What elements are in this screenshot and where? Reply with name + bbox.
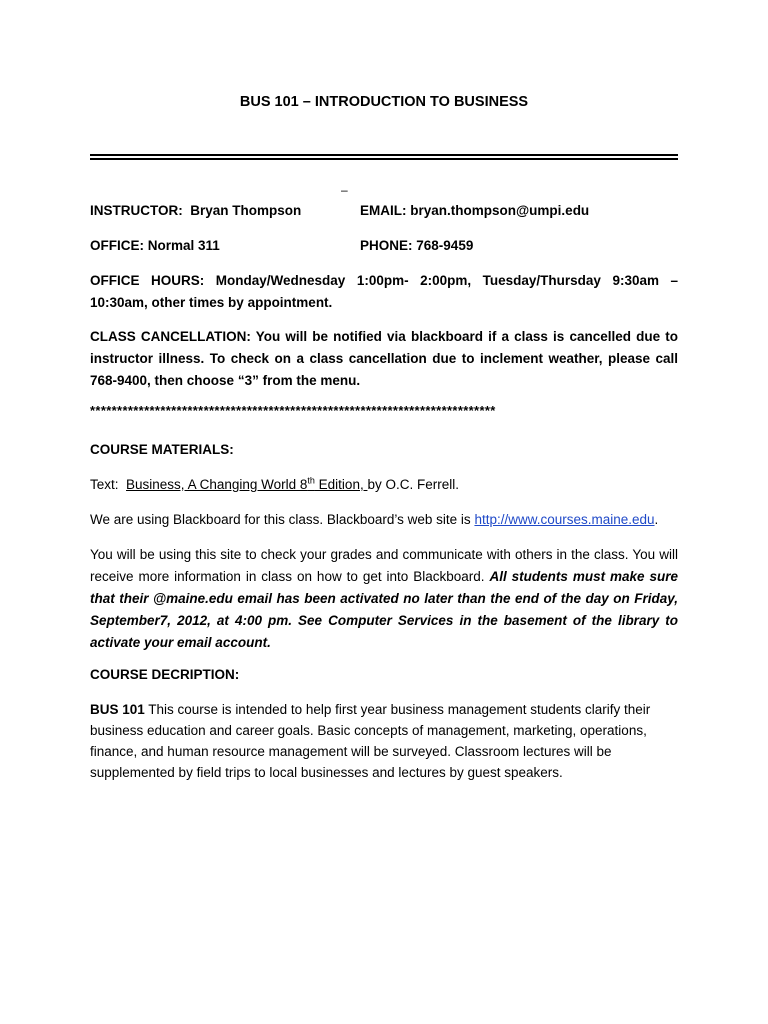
- blackboard-info: [90, 544, 678, 654]
- dash-mark: –: [341, 183, 348, 197]
- course-code: BUS 101: [90, 702, 145, 717]
- course-materials-heading: COURSE MATERIALS:: [90, 442, 234, 457]
- course-description: [90, 699, 678, 783]
- book-edition-sup: th: [307, 475, 315, 486]
- title-divider-top: [90, 154, 678, 156]
- office-hours: OFFICE HOURS: Monday/Wednesday 1:00pm- 2:00pm, Tuesday/Thursday 9:30am – 10:30am, other times by appointment.: [90, 273, 678, 310]
- blackboard-info-text: You will be using this site to check your grades and communicate with others in the class. You will receive more information in class on how to get into Blackboard.: [90, 547, 678, 584]
- book-edition: Edition,: [314, 477, 368, 492]
- class-cancellation: CLASS CANCELLATION: You will be notified via blackboard if a class is cancelled due to instructor illness. To check on a class cancellation due to inclement weather, please call 768-9400, then choose “3” from the menu.: [90, 329, 678, 388]
- page-title: BUS 101 – INTRODUCTION TO BUSINESS: [239, 94, 529, 110]
- instructor-name: Bryan Thompson: [190, 203, 302, 218]
- phone-block: [360, 238, 473, 253]
- course-description-heading: COURSE DECRIPTION:: [90, 667, 240, 682]
- email-label: EMAIL:: [360, 203, 407, 218]
- office-row: [90, 238, 678, 253]
- office-label: OFFICE:: [90, 238, 144, 253]
- blackboard-period: .: [654, 512, 659, 527]
- instructor-row: [90, 203, 678, 218]
- book-title: [126, 477, 367, 492]
- instructor-label: INSTRUCTOR:: [90, 203, 183, 218]
- section-separator: ***************************************************************************: [90, 403, 496, 418]
- email-block: [360, 203, 589, 218]
- email-activation-notice: All students must make sure that their @maine.edu email has been activated no later than the end of the day on Friday, September7, 2012, at 4:00 pm. See Computer Services in the basement of the library to activate your email account.: [90, 569, 678, 650]
- email-value: bryan.thompson@umpi.edu: [410, 203, 590, 218]
- textbook-line: [90, 474, 678, 496]
- course-description-text: This course is intended to help first year business management students clarify their business education and career goals. Basic concepts of management, marketing, operations, finance, and human resource management will be surveyed. Classroom lectures will be supplemented by field trips to local businesses and lectures by guest speakers.: [90, 702, 651, 780]
- book-title-text: Business, A Changing World 8: [126, 477, 308, 492]
- blackboard-text: We are using Blackboard for this class. Blackboard’s web site is: [90, 512, 475, 527]
- blackboard-link[interactable]: http://www.courses.maine.edu: [474, 512, 655, 527]
- phone-label: PHONE:: [360, 238, 413, 253]
- office-value: Normal 311: [147, 238, 220, 253]
- title-divider-bottom: [90, 158, 678, 160]
- phone-value: 768-9459: [416, 238, 474, 253]
- blackboard-line: [90, 509, 678, 531]
- text-label: Text:: [90, 477, 119, 492]
- book-author: by O.C. Ferrell.: [367, 477, 459, 492]
